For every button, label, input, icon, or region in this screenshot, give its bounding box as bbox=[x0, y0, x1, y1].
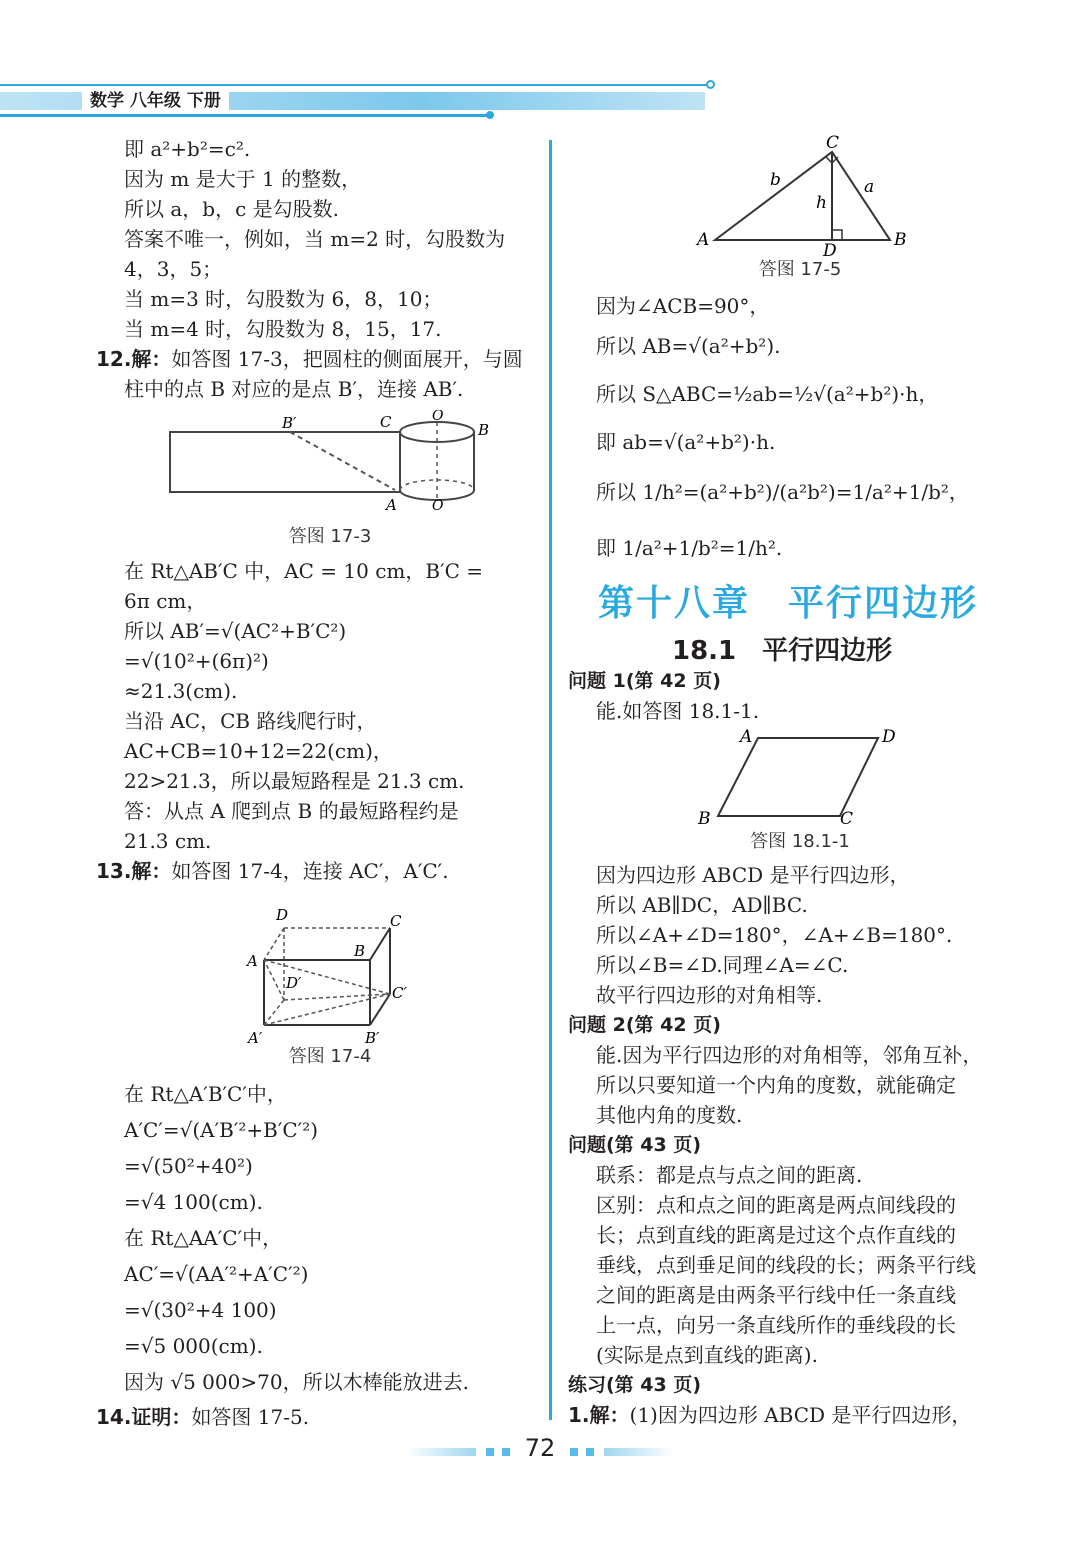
text-line: 即 a²+b²=c². bbox=[124, 137, 251, 161]
unrolled-rectangle bbox=[170, 432, 400, 492]
text-line: 因为 m 是大于 1 的整数， bbox=[124, 167, 362, 191]
text-line: 之间的距离是由两条平行线中任一条直线 bbox=[596, 1283, 956, 1307]
path-line bbox=[290, 432, 395, 490]
text-line: 所以∠A+∠D=180°，∠A+∠B=180°. bbox=[596, 923, 953, 947]
text-line: 上一点，向另一条直线所作的垂线段的长 bbox=[596, 1313, 956, 1337]
label-b-prime: B′ bbox=[282, 414, 297, 432]
figure-17-3-caption: 答图 17-3 bbox=[288, 526, 372, 547]
text-line: 所以∠B=∠D.同理∠A=∠C. bbox=[596, 953, 849, 977]
svg-text:A: A bbox=[740, 727, 753, 747]
svg-text:C: C bbox=[390, 912, 402, 930]
text-line: =√4 100(cm). bbox=[124, 1190, 263, 1214]
left-column-part2 bbox=[96, 556, 541, 886]
text-line: 当沿 AC，CB 路线爬行时， bbox=[124, 709, 377, 733]
text-line: 6π cm， bbox=[124, 589, 207, 613]
problem-heading: 问题 2(第 42 页) bbox=[568, 1014, 721, 1036]
header-top-rule bbox=[0, 84, 710, 86]
page-number: 72 bbox=[524, 1434, 556, 1462]
text-line: 答：从点 A 爬到点 B 的最短路程约是 bbox=[124, 799, 459, 823]
right-column bbox=[568, 288, 1038, 576]
text-line: 所以 a，b，c 是勾股数. bbox=[124, 197, 339, 221]
right-column-part3 bbox=[568, 860, 1038, 1430]
label-o-bottom: O bbox=[432, 498, 444, 514]
text-line: 区别：点和点之间的距离是两点间线段的 bbox=[596, 1193, 956, 1217]
svg-text:C: C bbox=[826, 133, 840, 153]
svg-text:B: B bbox=[354, 942, 366, 960]
header-top-rule-dot bbox=[706, 80, 715, 89]
figure-17-5-caption: 答图 17-5 bbox=[758, 259, 842, 280]
text-line: 在 Rt△A′B′C′中， bbox=[124, 1082, 287, 1106]
problem-heading: 练习(第 43 页) bbox=[568, 1374, 702, 1396]
text-line: ≈21.3(cm). bbox=[124, 679, 238, 703]
text-line: =√(30²+4 100) bbox=[124, 1298, 277, 1322]
figure-17-5 bbox=[690, 130, 920, 260]
text-line: =√5 000(cm). bbox=[124, 1334, 263, 1358]
figure-17-4 bbox=[240, 900, 430, 1050]
question-14 bbox=[96, 1400, 541, 1434]
svg-text:B: B bbox=[698, 809, 711, 829]
svg-text:B: B bbox=[894, 230, 907, 250]
text-line: 所以只要知道一个内角的度数，就能确定 bbox=[596, 1073, 956, 1097]
header-rule bbox=[0, 114, 490, 117]
svg-text:A: A bbox=[247, 952, 258, 970]
text-line: 所以 S△ABC=½ab=½√(a²+b²)·h， bbox=[596, 382, 939, 406]
footer-deco-right bbox=[604, 1448, 674, 1456]
header-title: 数学 八年级 下册 bbox=[82, 88, 229, 114]
question-label: 1.解： bbox=[568, 1403, 630, 1427]
text-line: =√(50²+40²) bbox=[124, 1154, 253, 1178]
text-line: 故平行四边形的对角相等. bbox=[596, 983, 823, 1007]
section-title: 18.1 平行四边形 bbox=[672, 636, 893, 666]
figure-17-3 bbox=[160, 410, 510, 520]
label-a: A bbox=[386, 496, 397, 514]
text-line: 所以 AB′=√(AC²+B′C²) bbox=[124, 619, 347, 643]
text-line: 垂线，点到垂足间的线段的长；两条平行线 bbox=[596, 1253, 976, 1277]
svg-text:A′: A′ bbox=[248, 1029, 263, 1047]
parallelogram-abcd bbox=[718, 738, 878, 816]
text-line: 能.因为平行四边形的对角相等，邻角互补， bbox=[596, 1043, 983, 1067]
text-line: 因为四边形 ABCD 是平行四边形， bbox=[596, 863, 910, 887]
text-line: 柱中的点 B 对应的是点 B′，连接 AB′. bbox=[124, 377, 464, 401]
label-o-top: O bbox=[432, 410, 444, 424]
text-line: 答案不唯一，例如，当 m=2 时，勾股数为 bbox=[124, 227, 506, 251]
question-12 bbox=[96, 344, 541, 374]
svg-text:A: A bbox=[697, 230, 710, 250]
figure-17-4-caption: 答图 17-4 bbox=[288, 1046, 372, 1067]
footer-deco-left bbox=[406, 1448, 476, 1456]
text-line: 当 m=3 时，勾股数为 6，8，10； bbox=[124, 287, 443, 311]
exercise-1 bbox=[568, 1400, 1038, 1430]
text-line: 长；点到直线的距离是过这个点作直线的 bbox=[596, 1223, 956, 1247]
text-line: 4，3，5； bbox=[124, 257, 223, 281]
text-line: A′C′=√(A′B′²+B′C′²) bbox=[124, 1118, 319, 1142]
right-column-part2 bbox=[568, 666, 1038, 726]
text-line: 即 ab=√(a²+b²)·h. bbox=[596, 430, 776, 454]
svg-text:D: D bbox=[276, 906, 289, 924]
text-line: 联系：都是点与点之间的距离. bbox=[596, 1163, 863, 1187]
svg-text:C: C bbox=[840, 809, 854, 829]
svg-text:D′: D′ bbox=[286, 974, 302, 992]
header-rule-dot bbox=[486, 111, 494, 119]
text-line: 即 1/a²+1/b²=1/h². bbox=[596, 536, 783, 560]
left-column-part3 bbox=[96, 1076, 541, 1434]
text-line: 因为 √5 000>70，所以木棒能放进去. bbox=[124, 1370, 469, 1394]
text-line: 所以 AB∥DC，AD∥BC. bbox=[596, 893, 808, 917]
text-line: (实际是点到直线的距离). bbox=[596, 1343, 818, 1367]
problem-heading: 问题(第 43 页) bbox=[568, 1134, 702, 1156]
text-line: AC′=√(AA′²+A′C′²) bbox=[124, 1262, 309, 1286]
text-line: 其他内角的度数. bbox=[596, 1103, 743, 1127]
text-line: 能.如答图 18.1-1. bbox=[596, 699, 760, 723]
text-line: 所以 AB=√(a²+b²). bbox=[596, 334, 781, 358]
figure-18-1-1-caption: 答图 18.1-1 bbox=[750, 831, 850, 852]
text-line: 21.3 cm. bbox=[124, 829, 212, 853]
text-line: =√(10²+(6π)²) bbox=[124, 649, 269, 673]
problem-heading: 问题 1(第 42 页) bbox=[568, 670, 721, 692]
text-line: 当 m=4 时，勾股数为 8，15，17. bbox=[124, 317, 442, 341]
svg-text:D: D bbox=[882, 727, 896, 747]
question-text: 如答图 17-3，把圆柱的侧面展开，与圆 bbox=[171, 347, 523, 371]
label-c: C bbox=[380, 413, 392, 431]
text-line: 在 Rt△AA′C′中， bbox=[124, 1226, 283, 1250]
text-line: 在 Rt△AB′C 中，AC = 10 cm，B′C = bbox=[124, 559, 484, 583]
question-label: 13.解： bbox=[96, 859, 172, 883]
text-line: 因为∠ACB=90°， bbox=[596, 294, 770, 318]
svg-text:D: D bbox=[823, 241, 837, 260]
question-label: 12.解： bbox=[96, 347, 172, 371]
chapter-title: 第十八章 平行四边形 bbox=[598, 583, 979, 624]
svg-text:C′: C′ bbox=[392, 984, 407, 1002]
text-line: 22>21.3，所以最短路程是 21.3 cm. bbox=[124, 769, 465, 793]
svg-text:B′: B′ bbox=[365, 1029, 380, 1047]
svg-text:h: h bbox=[816, 193, 827, 213]
label-b: B bbox=[478, 421, 490, 439]
question-13 bbox=[96, 856, 541, 886]
svg-text:b: b bbox=[770, 170, 781, 190]
text-line: 所以 1/h²=(a²+b²)/(a²b²)=1/a²+1/b²， bbox=[596, 480, 969, 504]
text-line: AC+CB=10+12=22(cm)， bbox=[124, 739, 393, 763]
column-divider bbox=[549, 140, 552, 1420]
figure-18-1-1 bbox=[690, 722, 920, 832]
left-column bbox=[96, 134, 541, 404]
question-text: (1)因为四边形 ABCD 是平行四边形， bbox=[629, 1403, 972, 1427]
question-label: 14.证明： bbox=[96, 1405, 192, 1429]
question-text: 如答图 17-5. bbox=[191, 1405, 310, 1429]
page-footer bbox=[0, 1434, 1080, 1462]
svg-text:a: a bbox=[864, 177, 875, 197]
question-text: 如答图 17-4，连接 AC′，A′C′. bbox=[171, 859, 449, 883]
